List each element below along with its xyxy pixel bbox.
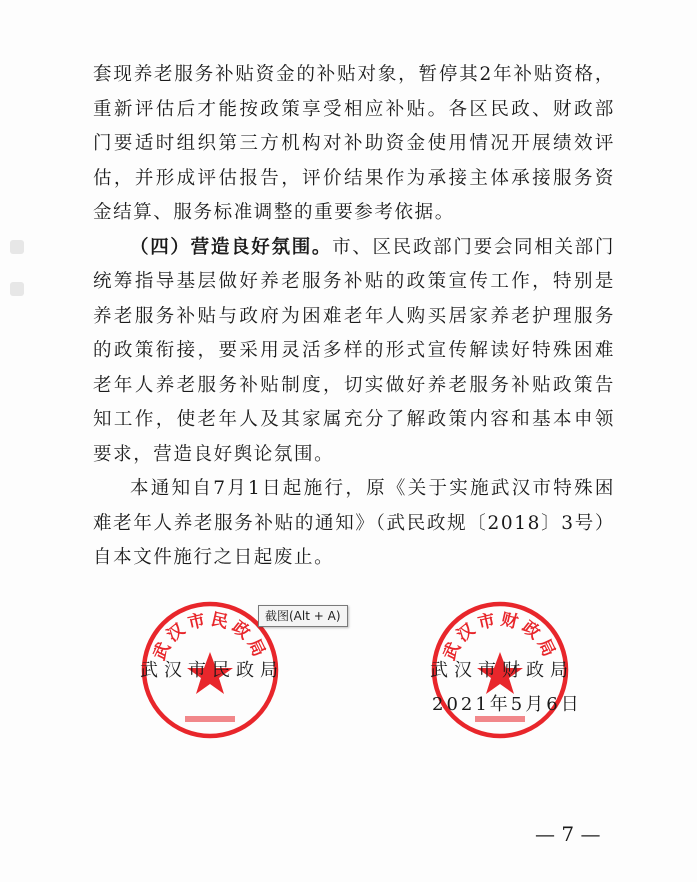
paragraph (93, 472, 615, 576)
paragraph (93, 58, 615, 231)
paragraph (93, 231, 615, 473)
seal-arc-text: 武汉市民政局 (149, 609, 271, 664)
signature-left: 武汉市民政局 (140, 660, 284, 681)
paragraph-text: 市、区民政部门要会同相关部门统筹指导基层做好养老服务补贴的政策宣传工作，特别是养老服务补贴与政府为困难老年人购买居家养老护理服务的政策衔接，要采用灵活多样的形式宣传解读好特殊困难老年人养老服务补贴制度，切实做好养老服务补贴政策告知工作，使老年人及其家属充分了解政策内容和基本申领要求，营造良好舆论氛围。 (93, 236, 615, 465)
section-heading: （四）营造良好氛围。 (130, 236, 333, 258)
paragraph-text: 本通知自7月1日起施行，原《关于实施武汉市特殊困难老年人养老服务补贴的通知》（武民政规〔2018〕3号）自本文件施行之日起废止。 (93, 478, 615, 568)
signature-right: 武汉市财政局 (430, 660, 574, 681)
margin-smudge (10, 240, 24, 254)
page-number: — 7 — (535, 822, 601, 846)
screenshot-tooltip: 截图(Alt + A) (258, 605, 348, 627)
paragraph-text: 套现养老服务补贴资金的补贴对象，暂停其2年补贴资格，重新评估后才能按政策享受相应补贴。各区民政、财政部门要适时组织第三方机构对补助资金使用情况开展绩效评估，并形成评估报告，评价结果作为承接主体承接服务资金结算、服务标准调整的重要参考依据。 (93, 64, 615, 223)
signature-date: 2021年5月6日 (432, 694, 582, 715)
document-body (93, 58, 615, 576)
seal-arc-text: 武汉市财政局 (439, 609, 561, 664)
margin-smudge (10, 282, 24, 296)
